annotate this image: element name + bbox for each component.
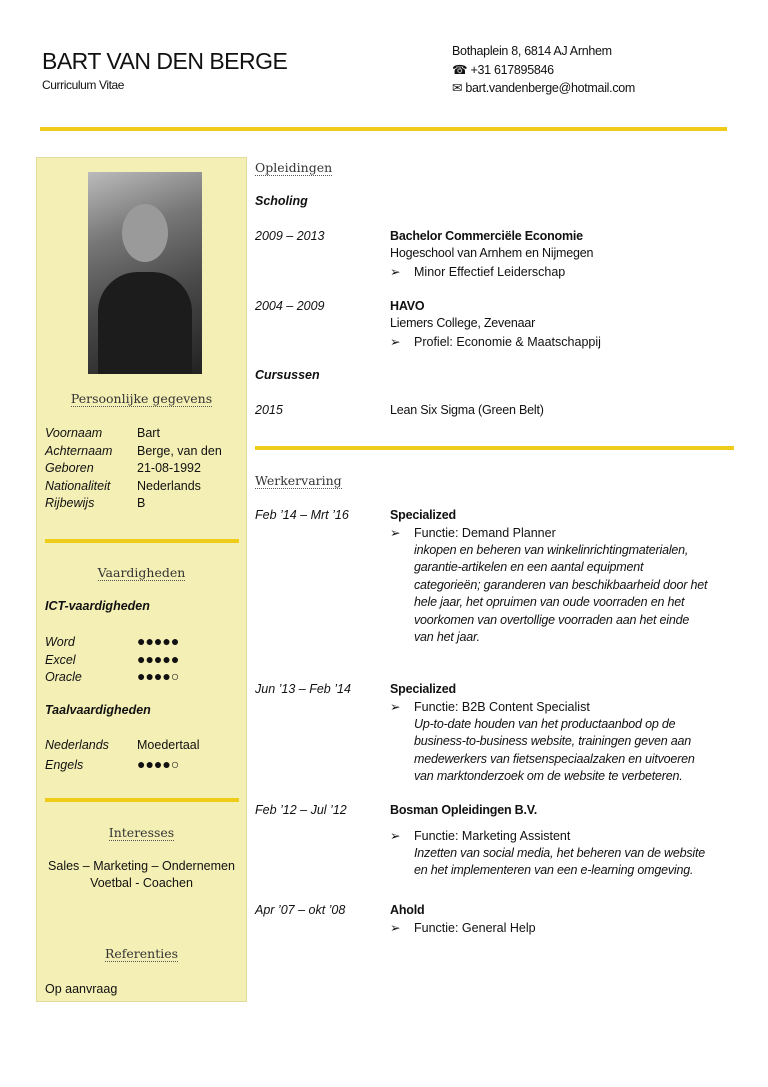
edu-title: Bachelor Commerciële Economie bbox=[390, 229, 583, 243]
table-row bbox=[45, 738, 200, 752]
bullet-text: Profiel: Economie & Maatschappij bbox=[414, 335, 601, 349]
work-role bbox=[390, 828, 570, 843]
table-row bbox=[45, 633, 179, 649]
edu-title: HAVO bbox=[390, 299, 425, 313]
edu-school: Liemers College, Zevenaar bbox=[390, 316, 536, 330]
value: ●●●●○ bbox=[137, 755, 180, 772]
table-row bbox=[45, 479, 201, 493]
skills-heading: Vaardigheden bbox=[97, 565, 186, 580]
work-description-line: voorkomen van overtollige voorraden aan het einde bbox=[414, 612, 690, 627]
value: Nederlands bbox=[137, 478, 201, 493]
edu-date: 2009 – 2013 bbox=[255, 229, 325, 243]
address: Bothaplein 8, 6814 AJ Arnhem bbox=[452, 44, 612, 58]
work-description-line: hele jaar, het opruimen van oude voorraden en het bbox=[414, 595, 685, 610]
label: Achternaam bbox=[45, 443, 113, 458]
value: Moedertaal bbox=[137, 738, 200, 752]
value: ●●●●○ bbox=[137, 668, 180, 684]
work-description-line: categorieën; garanderen van beschikbaarheid door het bbox=[414, 577, 708, 592]
edu-school: Hogeschool van Arnhem en Nijmegen bbox=[390, 246, 594, 260]
work-description-line: Up-to-date houden van het productaanbod op de bbox=[414, 717, 676, 731]
arrow-bullet-icon: ➢ bbox=[390, 829, 401, 843]
phone-line bbox=[452, 62, 554, 77]
edu-bullet bbox=[390, 264, 565, 279]
table-row bbox=[45, 461, 201, 475]
value: Berge, van den bbox=[137, 443, 222, 458]
work-description-line: van marktonderzoek om de website te verbeteren. bbox=[414, 769, 683, 784]
role-text: Functie: Demand Planner bbox=[414, 526, 556, 540]
work-description-line: inkopen en beheren van winkelinrichtingmaterialen, bbox=[414, 543, 689, 557]
bullet-text: Minor Effectief Leiderschap bbox=[414, 265, 566, 279]
value: Bart bbox=[137, 426, 160, 440]
work-role bbox=[390, 525, 556, 540]
phone: +31 617895846 bbox=[470, 63, 554, 77]
arrow-bullet-icon: ➢ bbox=[390, 526, 401, 540]
work-description-line: garantie-artikelen en een aantal equipment bbox=[414, 560, 644, 575]
work-description-line: business-to-business website, trainingen geven aan bbox=[414, 734, 691, 749]
work-company: Specialized bbox=[390, 508, 456, 522]
work-date: Feb ’14 – Mrt ’16 bbox=[255, 508, 349, 522]
work-date: Jun ’13 – Feb ’14 bbox=[255, 682, 351, 696]
mail-icon: ✉ bbox=[452, 81, 463, 95]
value: ●●●●● bbox=[137, 650, 180, 667]
table-row bbox=[45, 756, 179, 772]
arrow-bullet-icon: ➢ bbox=[390, 700, 401, 714]
label: Geboren bbox=[45, 461, 94, 475]
work-description-line: en het implementeren van een e-learning omgeving. bbox=[414, 863, 694, 878]
lang-heading: Taalvaardigheden bbox=[45, 703, 151, 717]
value: ●●●●● bbox=[137, 633, 180, 649]
table-row bbox=[45, 668, 179, 684]
sidebar bbox=[36, 157, 247, 1002]
email: bart.vandenberge@hotmail.com bbox=[465, 81, 636, 95]
interests-1: Sales – Marketing – Ondernemen bbox=[48, 859, 235, 873]
personal-heading: Persoonlijke gegevens bbox=[70, 391, 213, 406]
role-text: Functie: B2B Content Specialist bbox=[414, 700, 590, 714]
label: Oracle bbox=[45, 670, 82, 684]
work-description-line: medewerkers van fietsenspeciaalzaken en uitvoeren bbox=[414, 751, 695, 766]
references: Op aanvraag bbox=[45, 982, 118, 996]
label: Engels bbox=[45, 757, 84, 772]
scholing-heading: Scholing bbox=[255, 194, 308, 208]
edu-date: 2004 – 2009 bbox=[255, 299, 325, 313]
work-date: Apr ’07 – okt ’08 bbox=[255, 903, 346, 917]
references-heading: Referenties bbox=[104, 946, 179, 961]
table-row bbox=[45, 496, 145, 510]
phone-icon: ☎ bbox=[452, 63, 468, 77]
label: Excel bbox=[45, 652, 76, 667]
work-heading: Werkervaring bbox=[255, 473, 342, 488]
label: Voornaam bbox=[45, 426, 103, 440]
table-row bbox=[45, 651, 179, 667]
education-heading: Opleidingen bbox=[255, 160, 333, 175]
courses-heading: Cursussen bbox=[255, 368, 320, 382]
work-company: Specialized bbox=[390, 682, 456, 696]
role-text: Functie: General Help bbox=[414, 921, 536, 935]
arrow-bullet-icon: ➢ bbox=[390, 265, 401, 279]
value: 21-08-1992 bbox=[137, 461, 201, 475]
label: Nationaliteit bbox=[45, 478, 111, 493]
work-company: Ahold bbox=[390, 903, 425, 917]
divider bbox=[40, 127, 727, 131]
divider bbox=[255, 446, 734, 450]
work-role bbox=[390, 920, 536, 935]
ict-heading: ICT-vaardigheden bbox=[45, 599, 150, 613]
arrow-bullet-icon: ➢ bbox=[390, 335, 401, 349]
value: B bbox=[137, 496, 146, 510]
cv-name: BART VAN DEN BERGE bbox=[42, 48, 288, 74]
table-row bbox=[45, 426, 160, 440]
table-row bbox=[45, 444, 222, 458]
cv-subtitle: Curriculum Vitae bbox=[42, 78, 125, 92]
arrow-bullet-icon: ➢ bbox=[390, 921, 401, 935]
work-description-line: van het jaar. bbox=[414, 630, 480, 644]
work-role bbox=[390, 699, 590, 714]
role-text: Functie: Marketing Assistent bbox=[414, 829, 571, 843]
label: Word bbox=[45, 635, 75, 649]
course-date: 2015 bbox=[255, 403, 283, 417]
profile-photo bbox=[88, 172, 202, 374]
work-description-line: Inzetten van social media, het beheren van de website bbox=[414, 846, 705, 860]
edu-bullet bbox=[390, 334, 601, 349]
course-title: Lean Six Sigma (Green Belt) bbox=[390, 403, 544, 417]
email-line bbox=[452, 80, 635, 95]
interests-heading: Interesses bbox=[108, 825, 175, 840]
divider bbox=[45, 798, 239, 802]
work-company: Bosman Opleidingen B.V. bbox=[390, 803, 538, 817]
label: Rijbewijs bbox=[45, 496, 95, 510]
interests-2: Voetbal - Coachen bbox=[90, 876, 193, 890]
work-date: Feb ’12 – Jul ’12 bbox=[255, 803, 347, 817]
divider bbox=[45, 539, 239, 543]
label: Nederlands bbox=[45, 738, 109, 752]
